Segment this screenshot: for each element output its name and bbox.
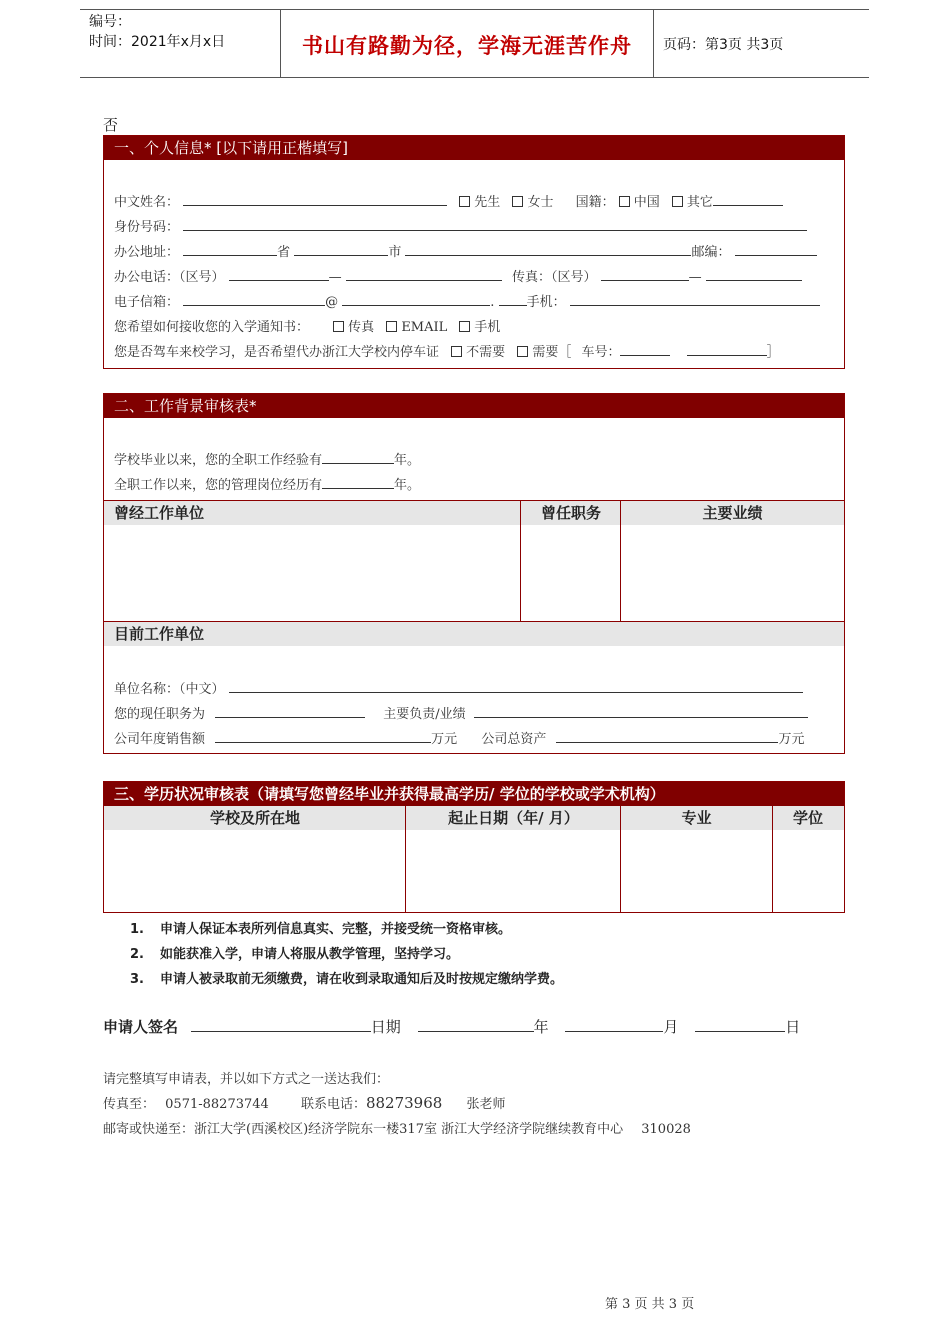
notice-label: 您希望如何接收您的入学通知书：: [114, 320, 310, 335]
degree-cell[interactable]: [773, 831, 844, 911]
header-motto: 书山有路勤为径，学海无涯苦作舟: [302, 33, 632, 58]
fax-to-label: 传真至：: [103, 1097, 156, 1112]
other-field[interactable]: [713, 193, 783, 206]
fax-area-field[interactable]: [601, 268, 689, 281]
col-achievement: 主要业绩: [702, 504, 763, 522]
need-checkbox[interactable]: [517, 346, 528, 357]
mobile-field[interactable]: [570, 293, 820, 306]
year-label: 年: [533, 1018, 549, 1036]
notice-mobile-checkbox[interactable]: [459, 321, 470, 332]
phone-area-field[interactable]: [229, 268, 329, 281]
page-footer: 第 3 页 共 3 页: [605, 1297, 695, 1312]
bracket-close: ］: [766, 345, 780, 360]
signature-row: [103, 1016, 800, 1037]
notice-fax-checkbox[interactable]: [333, 321, 344, 332]
col-major: 专业: [681, 809, 712, 827]
need-label: 需要［: [532, 345, 572, 360]
address-label: 办公地址：: [114, 245, 180, 260]
note-number: 1.: [130, 922, 144, 937]
id-field[interactable]: [183, 218, 807, 231]
total-assets-label: 公司总资产: [481, 732, 547, 747]
mgmt-exp-row: [114, 474, 420, 493]
dot: .: [490, 295, 495, 310]
current-work-title: 目前工作单位: [114, 625, 205, 643]
col-school: 学校及所在地: [209, 809, 300, 827]
plate-label: 车号：: [581, 345, 621, 360]
notice-fax-label: 传真: [348, 320, 375, 335]
no-need-label: 不需要: [466, 345, 506, 360]
signature-label: 申请人签名: [103, 1018, 179, 1036]
section-title: 二、工作背景审核表*: [104, 394, 844, 418]
fax-label: 传真：（区号）: [511, 270, 597, 285]
date-label: 日期: [370, 1018, 401, 1036]
dash: —: [328, 270, 342, 285]
current-position-label: 您的现任职务为: [114, 707, 206, 722]
full-time-years-field[interactable]: [322, 451, 394, 464]
current-position-row: [114, 703, 808, 722]
mgmt-exp-label: 全职工作以来，您的管理岗位经历有: [114, 478, 323, 493]
other-checkbox[interactable]: [672, 196, 683, 207]
name-field[interactable]: [183, 193, 447, 206]
note-text: 申请人保证本表所列信息真实、完整，并接受统一资格审核。: [160, 922, 512, 937]
contact-intro: 请完整填写申请表，并以如下方式之一送达我们：: [103, 1072, 390, 1087]
serial-label: 编号：: [89, 14, 131, 30]
full-time-exp-label: 学校毕业以来，您的全职工作经验有: [114, 453, 323, 468]
responsibility-label: 主要负责/业绩: [383, 707, 466, 722]
phone-row: [114, 266, 802, 285]
other-label: 其它: [686, 195, 713, 210]
full-time-exp-row: [114, 449, 420, 468]
col-degree: 学位: [792, 809, 823, 827]
mobile-label: 手机：: [526, 295, 566, 310]
former-unit-cell[interactable]: [104, 525, 520, 621]
contact-phone-row: [103, 1093, 505, 1112]
name-row: [114, 191, 783, 210]
company-name-label: 单位名称：（中文）: [114, 682, 225, 697]
col-position: 曾任职务: [540, 504, 601, 522]
declaration-notes: [130, 918, 563, 993]
plate-field-2[interactable]: [687, 343, 767, 356]
email-tld-field[interactable]: [499, 293, 527, 306]
section-title: 一、个人信息* [以下请用正楷填写]: [104, 136, 844, 160]
mgmt-years-field[interactable]: [322, 476, 394, 489]
signature-field[interactable]: [191, 1019, 371, 1032]
major-cell[interactable]: [621, 831, 772, 911]
parking-row: [114, 341, 780, 360]
current-position-field[interactable]: [215, 705, 365, 718]
phone-number: 88273968: [365, 1094, 443, 1112]
time-label: 时间：2021年x月x日: [89, 34, 226, 50]
nationality-label: 国籍：: [575, 195, 615, 210]
plate-field-1[interactable]: [620, 343, 670, 356]
note-item: [130, 968, 563, 993]
no-need-checkbox[interactable]: [451, 346, 462, 357]
dates-cell[interactable]: [406, 831, 620, 911]
section-work-background: [103, 393, 845, 754]
year-label: 年。: [394, 478, 421, 493]
unit-label: 万元: [778, 732, 805, 747]
former-position-cell[interactable]: [521, 525, 620, 621]
finance-row: [114, 728, 804, 747]
annual-sales-label: 公司年度销售额: [114, 732, 206, 747]
col-dates: 起止日期（年/ 月）: [448, 809, 579, 827]
day-label: 日: [785, 1018, 801, 1036]
former-achievement-cell[interactable]: [621, 525, 844, 621]
month-field[interactable]: [565, 1019, 663, 1032]
company-name-row: [114, 678, 803, 697]
email-row: [114, 291, 820, 310]
school-cell[interactable]: [104, 831, 405, 911]
fax-field[interactable]: [706, 268, 802, 281]
former-work-header: [104, 500, 844, 525]
section-personal-info: [103, 135, 845, 369]
current-work-header: [104, 621, 844, 646]
phone-label: 联系电话：: [300, 1097, 366, 1112]
parking-label: 您是否驾车来校学习，是否希望代办浙江大学校内停车证: [114, 345, 440, 360]
contact-mail-row: [103, 1118, 691, 1137]
notice-email-label: EMAIL: [401, 320, 448, 335]
contact-person: 张老师: [466, 1097, 506, 1112]
total-assets-field[interactable]: [556, 730, 778, 743]
unit-label: 万元: [431, 732, 458, 747]
phone-field[interactable]: [346, 268, 502, 281]
mail-address: 浙江大学(西溪校区)经济学院东一楼317室 浙江大学经济学院继续教育中心: [194, 1122, 624, 1137]
ms-checkbox[interactable]: [512, 196, 523, 207]
province-field[interactable]: [183, 243, 277, 256]
section-title: 三、学历状况审核表（请填写您曾经毕业并获得最高学历/ 学位的学校或学术机构）: [104, 782, 844, 806]
note-number: 3.: [130, 972, 144, 987]
month-label: 月: [663, 1018, 679, 1036]
at-sign: @: [325, 295, 339, 310]
postcode: 310028: [641, 1122, 691, 1137]
street-field[interactable]: [405, 243, 691, 256]
email-label: 电子信箱：: [114, 295, 180, 310]
year-label: 年。: [394, 453, 421, 468]
top-fragment: 否: [103, 116, 119, 134]
fax-number: 0571-88273744: [165, 1097, 269, 1112]
mail-label: 邮寄或快递至：: [103, 1122, 195, 1137]
notice-email-checkbox[interactable]: [386, 321, 397, 332]
mr-label: 先生: [474, 195, 501, 210]
province-label: 省: [277, 245, 291, 260]
zip-field[interactable]: [735, 243, 817, 256]
notice-mobile-label: 手机: [474, 320, 501, 335]
col-former-unit: 曾经工作单位: [114, 504, 205, 522]
note-item: [130, 943, 563, 968]
annual-sales-field[interactable]: [215, 730, 431, 743]
note-text: 申请人被录取前无须缴费，请在收到录取通知后及时按规定缴纳学费。: [160, 972, 564, 987]
responsibility-field[interactable]: [474, 705, 808, 718]
address-row: [114, 241, 817, 260]
id-label: 身份号码：: [114, 220, 180, 235]
email-domain-field[interactable]: [342, 293, 490, 306]
zip-label: 邮编：: [691, 245, 731, 260]
city-field[interactable]: [294, 243, 388, 256]
dash: —: [688, 270, 702, 285]
china-checkbox[interactable]: [619, 196, 630, 207]
education-header: [104, 806, 844, 830]
note-text: 如能获准入学，申请人将服从教学管理，坚持学习。: [160, 947, 460, 962]
company-name-field[interactable]: [229, 680, 803, 693]
section-education: [103, 781, 845, 913]
day-field[interactable]: [695, 1019, 785, 1032]
notice-row: [114, 316, 500, 335]
name-label: 中文姓名：: [114, 195, 180, 210]
header-page-info: 页码：第3页 共3页: [663, 37, 784, 53]
phone-label: 办公电话：（区号）: [114, 270, 225, 285]
note-item: [130, 918, 563, 943]
china-label: 中国: [633, 195, 660, 210]
city-label: 市: [388, 245, 402, 260]
header-meta: [89, 12, 225, 52]
header-divider: [653, 9, 654, 77]
email-user-field[interactable]: [183, 293, 325, 306]
id-row: [114, 216, 807, 235]
ms-label: 女士: [527, 195, 554, 210]
note-number: 2.: [130, 947, 144, 962]
mr-checkbox[interactable]: [459, 196, 470, 207]
year-field[interactable]: [418, 1019, 534, 1032]
